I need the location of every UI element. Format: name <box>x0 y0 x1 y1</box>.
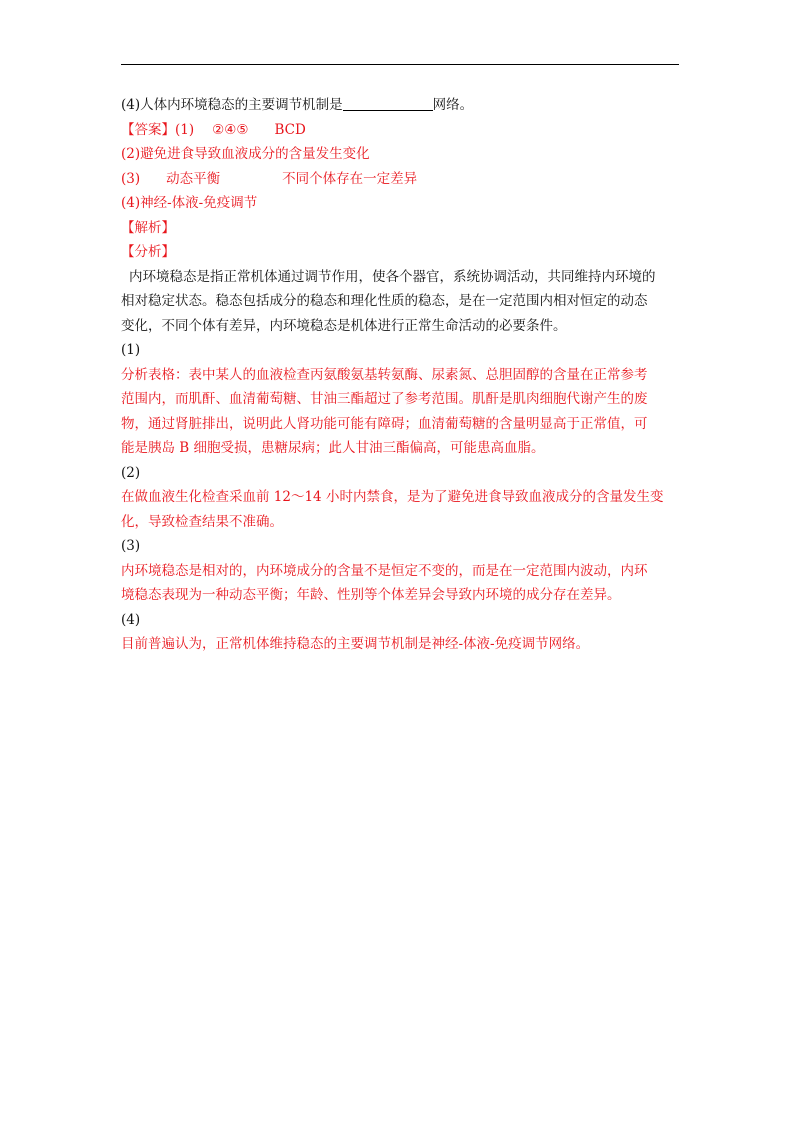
answer-q1-num: (1) <box>175 121 195 138</box>
section-line: 化，导致检查结果不准确。 <box>121 513 283 530</box>
section-line: 内环境稳态是相对的，内环境成分的含量不是恒定不变的，而是在一定范围内波动，内环 <box>121 562 648 579</box>
answer-q1-a: ②④⑤ <box>212 121 249 138</box>
fenxi-heading: 【分析】 <box>121 244 175 260</box>
section-line: 范围内，而肌酐、血清葡萄糖、甘油三酯超过了参考范围。肌酐是肌肉细胞代谢产生的废 <box>121 391 648 407</box>
answer-q3-a: 动态平衡 <box>166 170 221 187</box>
question-suffix: 网络。 <box>432 97 474 113</box>
section-line: 目前普遍认为，正常机体维持稳态的主要调节机制是神经-体液-免疫调节网络。 <box>121 636 590 652</box>
section-line: 分析表格：表中某人的血液检查丙氨酸氨基转氨酶、尿素氮、总胆固醇的含量在正常参考 <box>121 366 648 383</box>
answer-tag: 【答案】 <box>121 121 175 138</box>
answer-line-2: (2)避免进食导致血液成分的含量发生变化 <box>121 146 370 162</box>
section-num: (4) <box>121 611 141 628</box>
section-line: 物，通过肾脏排出，说明此人肾功能可能有障碍；血清葡萄糖的含量明显高于正常值，可 <box>121 415 648 432</box>
section-line: 在做血液生化检查采血前 12～14 小时内禁食，是为了避免进食导致血液成分的含量发生变 <box>121 489 664 505</box>
page-content <box>121 93 681 657</box>
answer-line-1 <box>121 118 681 143</box>
question-prefix: (4)人体内环境稳态的主要调节机制是 <box>121 97 343 113</box>
section-num: (1) <box>121 342 141 358</box>
answer-q3-num: (3) <box>121 170 141 187</box>
answer-q1-b: BCD <box>274 121 306 138</box>
answer-blank <box>343 96 433 111</box>
answer-line-3 <box>121 167 681 192</box>
section-line: 能是胰岛 B 细胞受损，患糖尿病；此人甘油三酯偏高，可能患高血脂。 <box>121 440 545 456</box>
jiexi-heading: 【解析】 <box>121 219 175 236</box>
analysis-line: 变化，不同个体有差异，内环境稳态是机体进行正常生命活动的必要条件。 <box>121 317 567 334</box>
answer-line-4: (4)神经-体液-免疫调节 <box>121 195 258 211</box>
section-num: (3) <box>121 538 141 554</box>
header-rule <box>121 64 679 65</box>
analysis-line: 内环境稳态是指正常机体通过调节作用，使各个器官，系统协调活动，共同维持内环境的 <box>129 268 656 285</box>
analysis-line: 相对稳定状态。稳态包括成分的稳态和理化性质的稳态，是在一定范围内相对恒定的动态 <box>121 293 648 309</box>
section-line: 境稳态表现为一种动态平衡；年龄、性别等个体差异会导致内环境的成分存在差异。 <box>121 587 621 603</box>
section-num: (2) <box>121 464 141 481</box>
question-line <box>121 93 681 118</box>
answer-q3-b: 不同个体存在一定差异 <box>282 170 418 187</box>
